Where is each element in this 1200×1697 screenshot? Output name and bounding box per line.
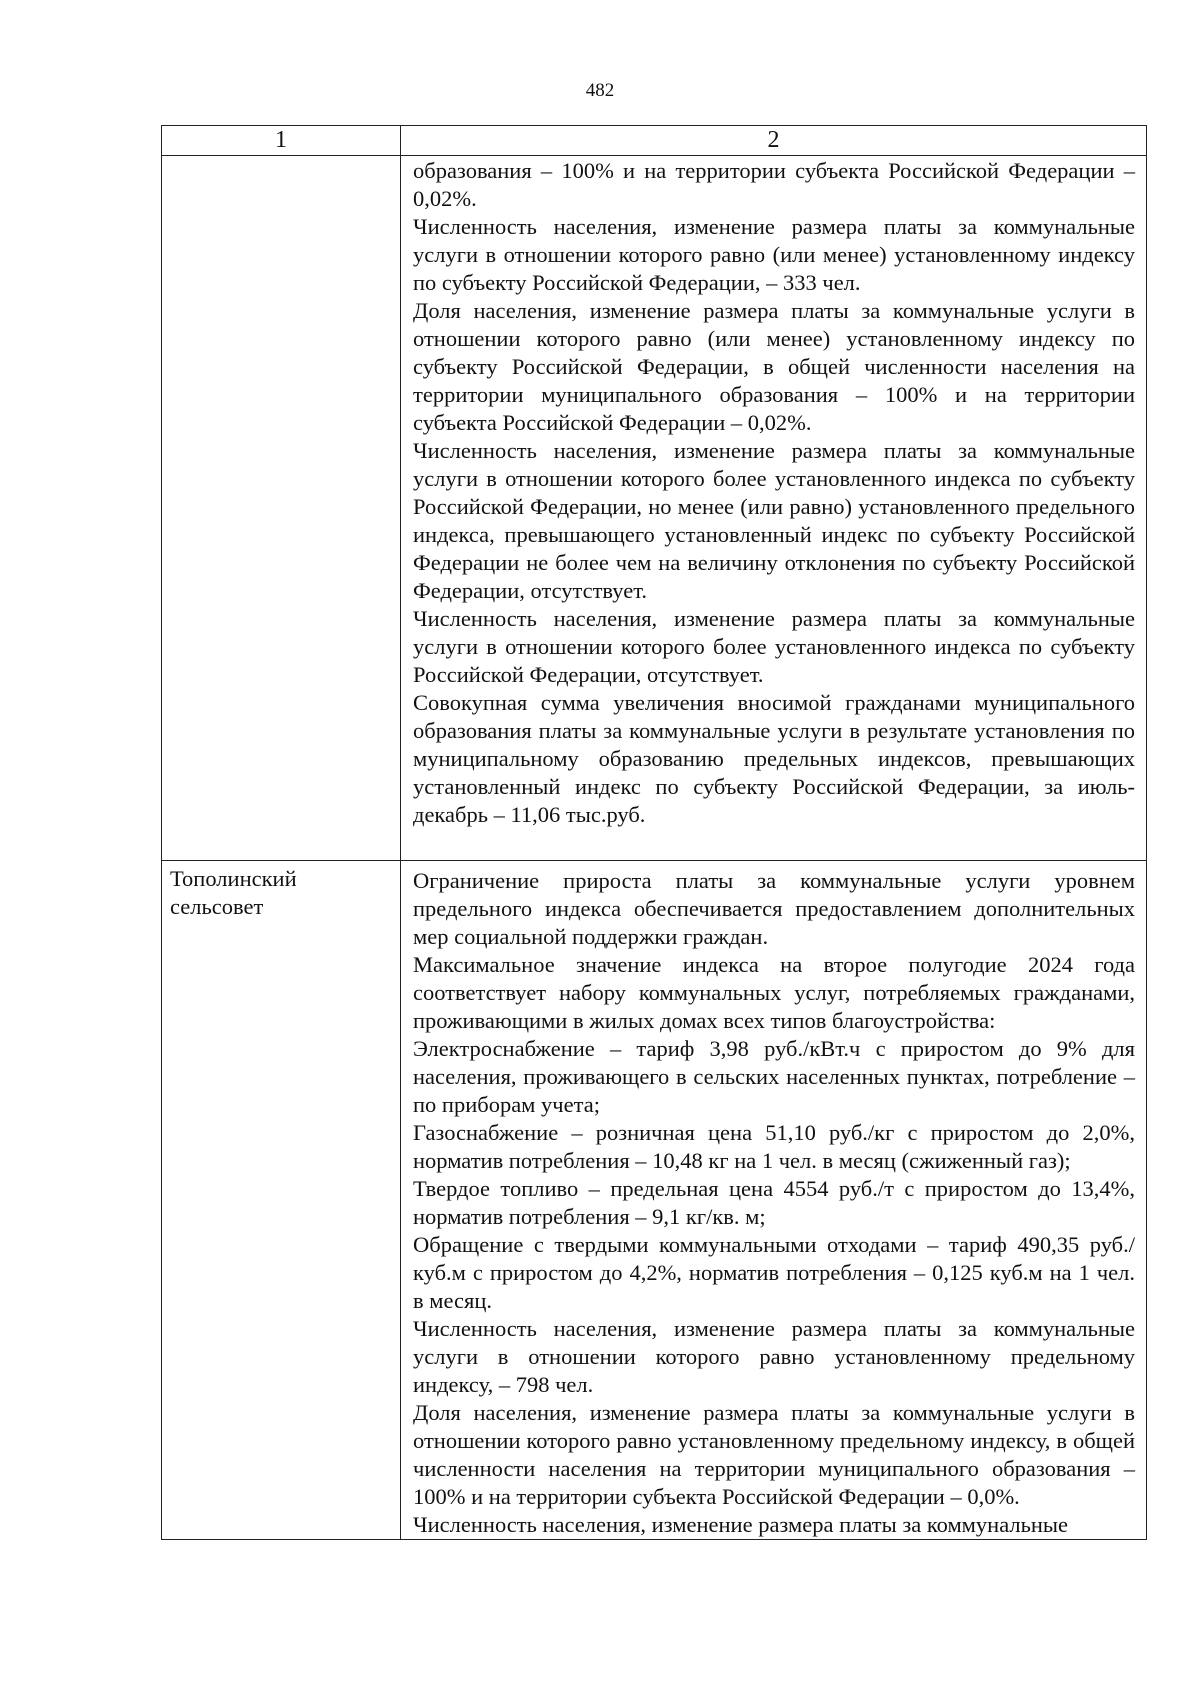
- paragraph: Ограничение прироста платы за коммунальные услуги уровнем предельного индекса обеспечивается предоставлением дополнительных мер социальной поддержки граждан.: [413, 868, 1135, 949]
- paragraph: Численность населения, изменение размера платы за коммунальные услуги в отношении которого более установленного индекса по субъекту Российской Федерации, но менее (или равно) установленного предельного индекса, превышающего установленный индекс по субъекту Российской Федерации не более чем на величину отклонения по субъекту Российской Федерации, отсутствует.: [413, 438, 1135, 603]
- paragraph: Обращение с твердыми коммунальными отходами – тариф 490,35 руб./куб.м с приростом до 4,2%, норматив потребления – 0,125 куб.м на 1 чел. в месяц.: [413, 1232, 1135, 1313]
- paragraph: Численность населения, изменение размера платы за коммунальные услуги в отношении которого равно установленному предельному индексу, – 798 чел.: [413, 1316, 1135, 1397]
- paragraph: Доля населения, изменение размера платы за коммунальные услуги в отношении которого равно установленному предельному индексу, в общей численности населения на территории муниципального образования – 100% и на территории субъекта Российской Федерации – 0,0%.: [413, 1400, 1135, 1509]
- municipality-name-cell: [162, 156, 401, 861]
- page-number: 482: [585, 80, 615, 101]
- paragraph: Численность населения, изменение размера платы за коммунальные услуги в отношении которого более установленного индекса по субъекту Российской Федерации, отсутствует.: [413, 606, 1135, 687]
- paragraph: образования – 100% и на территории субъекта Российской Федерации – 0,02%.: [413, 158, 1135, 211]
- paragraph: Электроснабжение – тариф 3,98 руб./кВт.ч с приростом до 9% для населения, проживающего в сельских населенных пунктах, потребление – по приборам учета;: [413, 1036, 1135, 1117]
- column-header-1: 1: [162, 126, 401, 156]
- paragraph: Совокупная сумма увеличения вносимой гражданами муниципального образования платы за коммунальные услуги в результате установления по муниципальному образованию предельных индексов, превышающих установленный индекс по субъекту Российской Федерации, за июль-декабрь – 11,06 тыс.руб.: [413, 690, 1135, 827]
- table-header-row: [162, 126, 1147, 156]
- indices-table: [161, 125, 1147, 1540]
- paragraph: Численность населения, изменение размера платы за коммунальные: [413, 1512, 1069, 1537]
- paragraph: Твердое топливо – предельная цена 4554 руб./т с приростом до 13,4%, норматив потребления – 9,1 кг/кв. м;: [413, 1176, 1135, 1229]
- table-row: [162, 156, 1147, 861]
- column-header-2: 2: [401, 126, 1147, 156]
- description-cell: [401, 156, 1147, 861]
- paragraph: Максимальное значение индекса на второе полугодие 2024 года соответствует набору коммунальных услуг, потребляемых гражданами, проживающими в жилых домах всех типов благоустройства:: [413, 952, 1135, 1033]
- table-row: [162, 861, 1147, 1540]
- municipality-name-cell: Тополинский сельсовет: [162, 861, 401, 1540]
- description-cell: [401, 861, 1147, 1540]
- paragraph: Газоснабжение – розничная цена 51,10 руб./кг с приростом до 2,0%, норматив потребления – 10,48 кг на 1 чел. в месяц (сжиженный газ);: [413, 1120, 1135, 1173]
- paragraph: Доля населения, изменение размера платы за коммунальные услуги в отношении которого равно (или менее) установленному индексу по субъекту Российской Федерации, в общей численности населения на территории муниципального образования – 100% и на территории субъекта Российской Федерации – 0,02%.: [413, 298, 1135, 435]
- paragraph: Численность населения, изменение размера платы за коммунальные услуги в отношении которого равно (или менее) установленному индексу по субъекту Российской Федерации, – 333 чел.: [413, 214, 1135, 295]
